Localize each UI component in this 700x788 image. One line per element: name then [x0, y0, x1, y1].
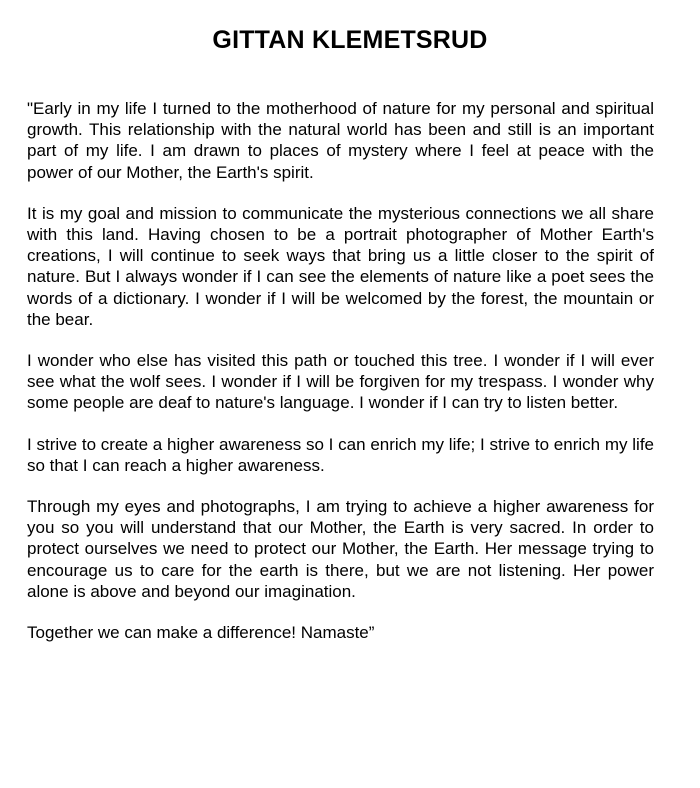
statement-body [27, 98, 654, 663]
paragraph-wonder: I wonder who else has visited this path or touched this tree. I wonder if I will ever see what the wolf sees. I wonder if I will be forgiven for my trespass. I wonder why some people are deaf to nature's language. I wonder if I can try to listen better. [27, 351, 654, 413]
paragraph-nature: "Early in my life I turned to the motherhood of nature for my personal and spiritual growth. This relationship with the natural world has been and still is an important part of my life. I am drawn to places of mystery where I feel at peace with the power of our Mother, the Earth's spirit. [27, 99, 654, 182]
paragraph-photographs: Through my eyes and photographs, I am trying to achieve a higher awareness for you so you will understand that our Mother, the Earth is very sacred. In order to protect ourselves we need to protect our Mother, the Earth. Her message trying to encourage us to care for the earth is there, but we are not listening. Her power alone is above and beyond our imagination. [27, 497, 654, 601]
paragraph-mission: It is my goal and mission to communicate the mysterious connections we all share with this land. Having chosen to be a portrait photographer of Mother Earth's creations, I will continue to seek ways that bring us a little closer to the spirit of nature. But I always wonder if I can see the elements of nature like a poet sees the words of a dictionary. I wonder if I will be welcomed by the forest, the mountain or the bear. [27, 203, 654, 329]
page-title: GITTAN KLEMETSRUD [212, 26, 488, 54]
paragraph-awareness: I strive to create a higher awareness so I can enrich my life; I strive to enrich my life so that I can reach a higher awareness. [27, 434, 654, 475]
paragraph-closing: Together we can make a difference! Namaste” [27, 623, 375, 643]
